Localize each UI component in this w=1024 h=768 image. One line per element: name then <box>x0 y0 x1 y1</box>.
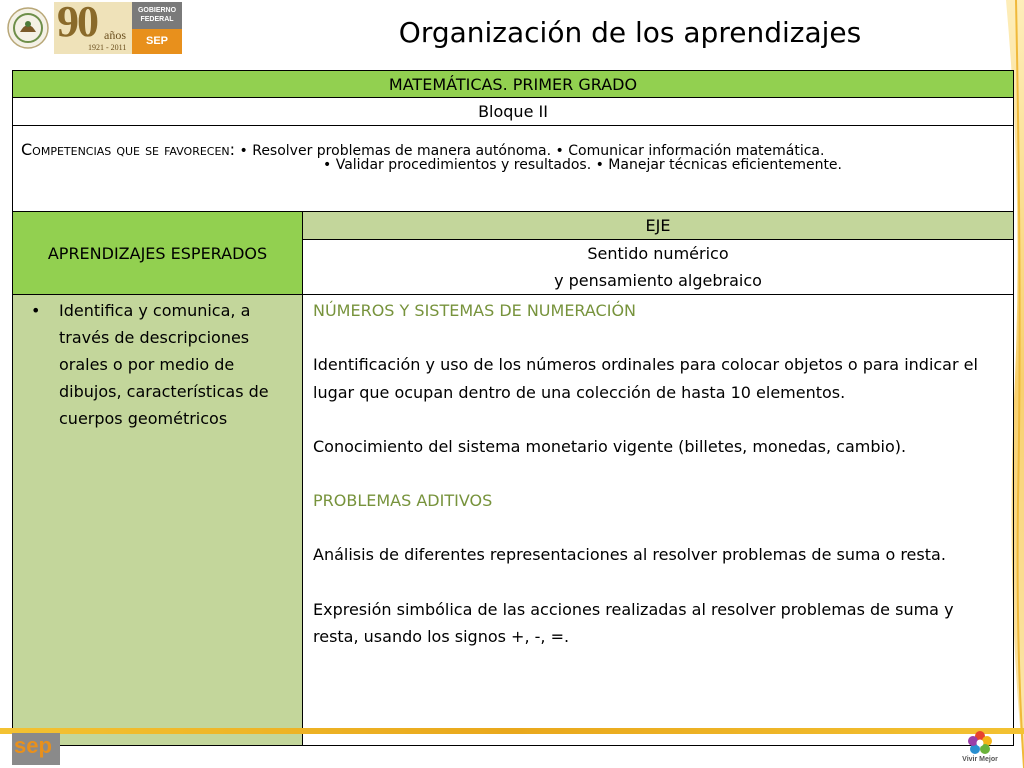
header-logo-group <box>4 2 180 54</box>
aprendizajes-cell <box>13 295 303 746</box>
ninety-number: 90 <box>57 0 97 46</box>
sep-footer-logo <box>12 733 60 765</box>
vivir-mejor-text: Vivir Mejor <box>962 756 998 763</box>
content-paragraph: Expresión simbólica de las acciones realizadas al resolver problemas de suma y resta, usando los signos +, -, =. <box>313 599 954 647</box>
content-paragraph: Identificación y uso de los números ordinales para colocar objetos o para indicar el lugar que ocupan dentro de una colección de hasta 10 elementos. <box>313 355 978 402</box>
list-item <box>31 297 298 432</box>
competencias-cell <box>13 126 1014 212</box>
competencias-label: Competencias que se favorecen: <box>21 140 236 159</box>
flower-icon <box>967 730 993 756</box>
content-paragraph: Análisis de diferentes representaciones al resolver problemas de suma o resta. <box>313 545 946 565</box>
aprendizajes-header: APRENDIZAJES ESPERADOS <box>13 212 303 295</box>
sep-logo: SEP <box>132 29 182 54</box>
bullet-marker: • <box>31 301 41 320</box>
block-label: Bloque II <box>13 98 1014 126</box>
ninety-years-logo <box>54 2 132 54</box>
content-heading-numeros: NÚMEROS Y SISTEMAS DE NUMERACIÓN <box>313 301 637 320</box>
page-title: Organización de los aprendizajes <box>398 16 862 49</box>
gobierno-federal-logo: GOBIERNO FEDERAL <box>132 2 182 29</box>
content-heading-problemas: PROBLEMAS ADITIVOS <box>313 491 493 511</box>
ninety-years-range: 1921 - 2011 <box>88 43 127 52</box>
competencias-line-2: • Validar procedimientos y resultados. • Manejar técnicas eficientemente. <box>323 157 842 173</box>
eje-line-1: Sentido numérico <box>587 244 729 263</box>
vivir-mejor-logo <box>946 730 1014 768</box>
contenidos-cell <box>303 295 1014 746</box>
content-paragraph: Conocimiento del sistema monetario vigente (billetes, monedas, cambio). <box>313 436 907 456</box>
competencias-line-1: • Resolver problemas de manera autónoma. • Comunicar información matemática. <box>239 143 825 159</box>
sep-footer-text: sep <box>14 733 52 758</box>
subject-header: MATEMÁTICAS. PRIMER GRADO <box>13 71 1014 98</box>
eje-value <box>303 240 1014 295</box>
mexico-seal-icon <box>6 6 50 50</box>
ninety-anos: años <box>104 28 126 42</box>
eje-line-2: y pensamiento algebraico <box>554 271 762 290</box>
aprendizaje-text: Identifica y comunica, a través de descripciones orales o por medio de dibujos, características de cuerpos geométricos <box>59 301 269 428</box>
bottom-divider <box>0 728 1024 734</box>
learning-organization-table <box>12 70 1014 746</box>
eje-header: EJE <box>303 212 1014 240</box>
